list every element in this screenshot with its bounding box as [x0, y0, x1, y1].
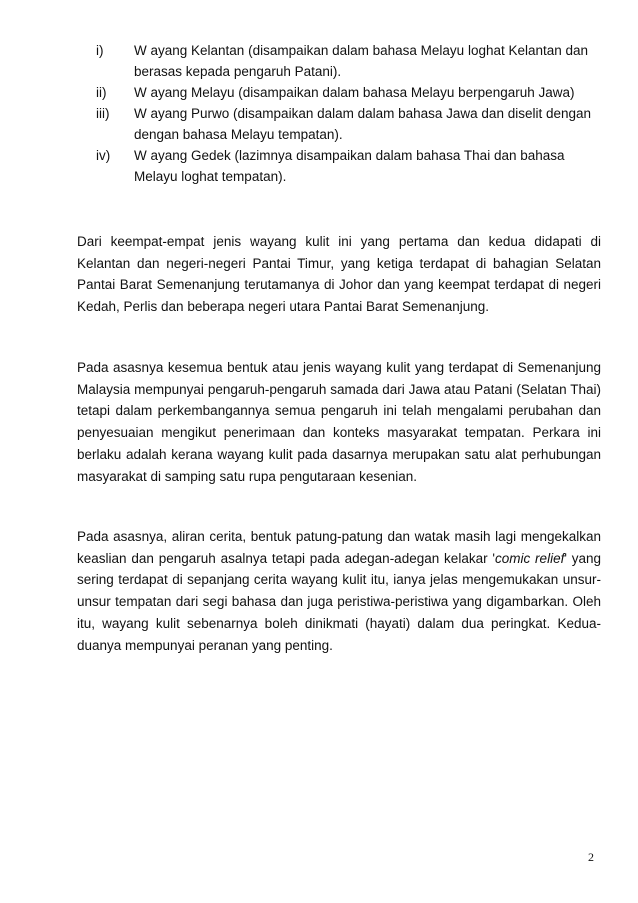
paragraph-3-emphasis: comic relief [494, 550, 565, 566]
list-item-number: iv) [96, 148, 111, 163]
list-item-text: W ayang Gedek (lazimnya disampaikan dalam bahasa Thai dan bahasa Melayu loghat tempatan). [134, 148, 565, 184]
page-number: 2 [588, 850, 594, 864]
paragraph-3-text-before: Pada asasnya, aliran cerita, bentuk patung-patung dan watak masih lagi mengekalkan keaslian dan pengaruh asalnya tetapi pada adegan-adegan kelakar ' [77, 529, 601, 566]
list-item-number: ii) [96, 85, 107, 100]
list-item-number: i) [96, 43, 104, 58]
list-item-text: W ayang Purwo (disampaikan dalam dalam bahasa Jawa dan diselit dengan dengan bahasa Melayu tempatan). [134, 106, 592, 142]
paragraph-3-text-after: ' yang sering terdapat di sepanjang cerita wayang kulit itu, ianya jelas mengemukakan unsur-unsur tempatan dari segi bahasa dan juga peristiwa-peristiwa yang digambarkan. Oleh itu, wayang kulit sebenarnya boleh dinikmati (hayati) dalam dua peringkat. Kedua-duanya mempunyai peranan yang penting. [77, 550, 602, 653]
list-item-text: W ayang Kelantan (disampaikan dalam bahasa Melayu loghat Kelantan dan berasas kepada pengaruh Patani). [134, 43, 589, 79]
list-item [96, 40, 596, 82]
paragraph-2: Pada asasnya kesemua bentuk atau jenis wayang kulit yang terdapat di Semenanjung Malaysia mempunyai pengaruh-pengaruh samada dari Jawa atau Patani (Selatan Thai) tetapi dalam perkembangannya semua pengaruh ini telah mengalami perubahan dan penyesuaian mengikut penerimaan dan konteks masyarakat tempatan. Perkara ini berlaku adalah kerana wayang kulit pada dasarnya merupakan satu alat perhubungan masyarakat di samping satu rupa pengutaraan kesenian. [77, 360, 601, 484]
paragraph-3 [77, 526, 601, 656]
wayang-type-list [96, 40, 596, 187]
list-item [96, 103, 596, 145]
paragraph-1: Dari keempat-empat jenis wayang kulit ini yang pertama dan kedua didapati di Kelantan dan negeri-negeri Pantai Timur, yang ketiga terdapat di bahagian Selatan Pantai Barat Semenanjung terutamanya di Johor dan yang keempat terdapat di negeri Kedah, Perlis dan beberapa negeri utara Pantai Barat Semenanjung. [77, 234, 601, 315]
list-item [96, 82, 596, 103]
list-item [96, 145, 596, 187]
list-item-text: W ayang Melayu (disampaikan dalam bahasa Melayu berpengaruh Jawa) [134, 85, 575, 100]
list-item-number: iii) [96, 106, 110, 121]
